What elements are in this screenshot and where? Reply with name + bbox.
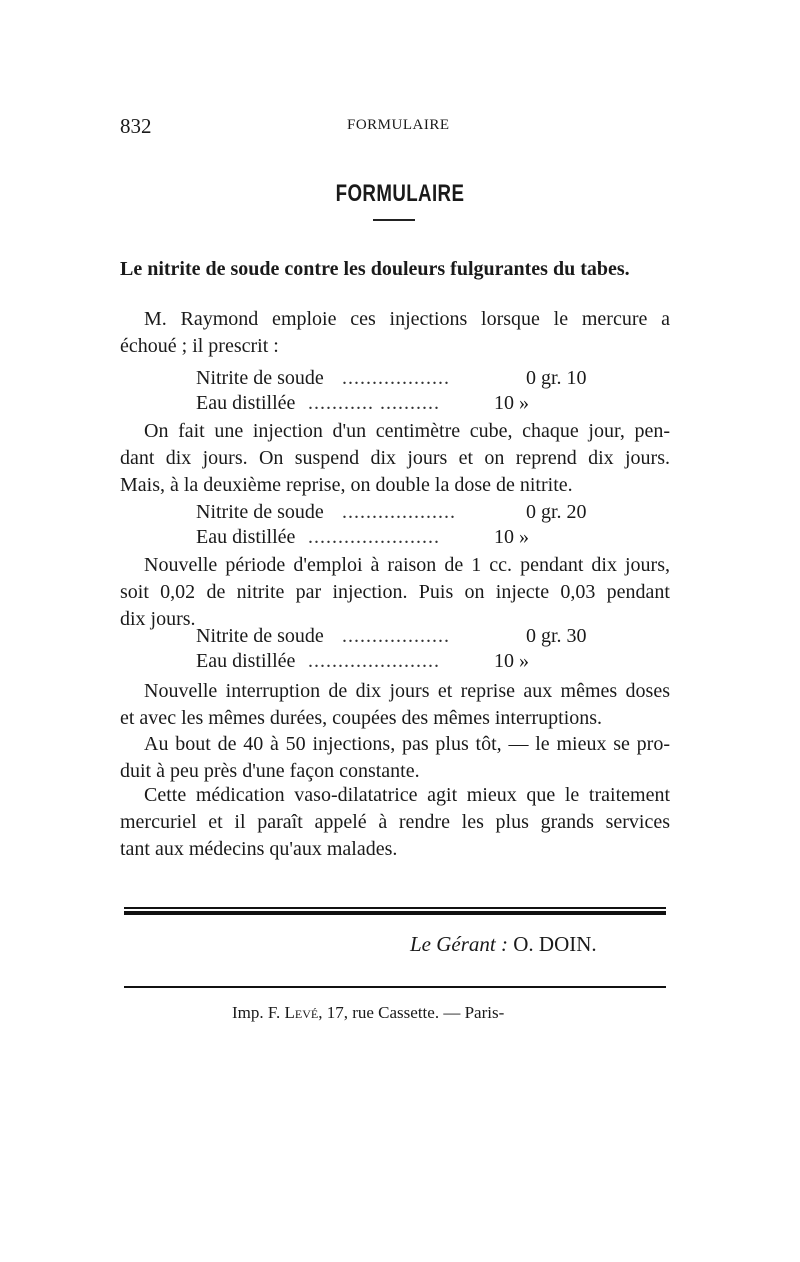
ingredient-name: Eau distillée [196, 650, 296, 672]
text-line: dant dix jours. On suspend dix jours et on reprend dix jours. [120, 447, 670, 469]
text-line: tant aux médecins qu'aux malades. [120, 838, 398, 860]
text-line: dix jours. [120, 608, 196, 630]
ingredient-quantity: 10 » [494, 650, 529, 672]
paragraph-2 [120, 418, 670, 499]
signature-label: Le Gérant : [410, 932, 508, 956]
text-line: mercuriel et il paraît appelé à rendre les plus grands services [120, 811, 670, 833]
text-line: échoué ; il prescrit : [120, 335, 279, 357]
signature [410, 932, 597, 957]
double-rule-top [124, 907, 666, 909]
text-line: duit à peu près d'une façon constante. [120, 760, 420, 782]
imprint-prefix: Imp. F. [232, 1003, 281, 1022]
paragraph-4 [120, 678, 670, 732]
text-line: et avec les mêmes durées, coupées des mêmes interruptions. [120, 707, 603, 729]
leader-dots: ...................... [308, 650, 440, 672]
leader-dots: ...................... [308, 526, 440, 548]
ingredient-name: Nitrite de soude [196, 367, 324, 389]
leader-dots: ........... .......... [308, 392, 440, 414]
text-line: soit 0,02 de nitrite par injection. Puis on injecte 0,03 pendant [120, 581, 670, 603]
leader-dots: .................. [342, 367, 450, 389]
article-title: Le nitrite de soude contre les douleurs fulgurantes du tabes. [120, 258, 630, 280]
leader-dots: .................. [342, 625, 450, 647]
imprint-address: , 17, rue Cassette. — Paris- [318, 1003, 505, 1022]
running-title: FORMULAIRE [347, 117, 450, 133]
text-line: Au bout de 40 à 50 injections, pas plus tôt, — le mieux se pro- [144, 733, 670, 755]
page-number: 832 [120, 114, 152, 138]
leader-dots: ................... [342, 501, 456, 523]
ingredient-name: Eau distillée [196, 392, 296, 414]
text-line: M. Raymond emploie ces injections lorsque le mercure a [144, 308, 670, 330]
ingredient-quantity: 0 gr. 10 [526, 367, 587, 389]
ingredient-name: Nitrite de soude [196, 501, 324, 523]
text-line: On fait une injection d'un centimètre cube, chaque jour, pen- [144, 420, 670, 442]
title-underline [373, 219, 415, 221]
section-title: FORMULAIRE [335, 180, 465, 207]
text-line: Nouvelle interruption de dix jours et reprise aux mêmes doses [144, 680, 670, 702]
printer-imprint [232, 1003, 504, 1023]
paragraph-6 [120, 782, 670, 863]
ingredient-quantity: 10 » [494, 526, 529, 548]
ingredient-quantity: 0 gr. 30 [526, 625, 587, 647]
imprint-printer: Levé [284, 1003, 319, 1022]
text-line: Mais, à la deuxième reprise, on double la dose de nitrite. [120, 474, 573, 496]
ingredient-quantity: 0 gr. 20 [526, 501, 587, 523]
text-line: Cette médication vaso-dilatatrice agit mieux que le traitement [144, 784, 670, 806]
paragraph-1 [120, 306, 670, 360]
ingredient-name: Nitrite de soude [196, 625, 324, 647]
text-line: Nouvelle période d'emploi à raison de 1 cc. pendant dix jours, [144, 554, 670, 576]
ingredient-quantity: 10 » [494, 392, 529, 414]
double-rule-bottom [124, 911, 666, 915]
paragraph-3 [120, 552, 670, 633]
signature-name: O. DOIN. [513, 932, 597, 956]
footer-rule [124, 986, 666, 988]
paragraph-5 [120, 731, 670, 785]
ingredient-name: Eau distillée [196, 526, 296, 548]
